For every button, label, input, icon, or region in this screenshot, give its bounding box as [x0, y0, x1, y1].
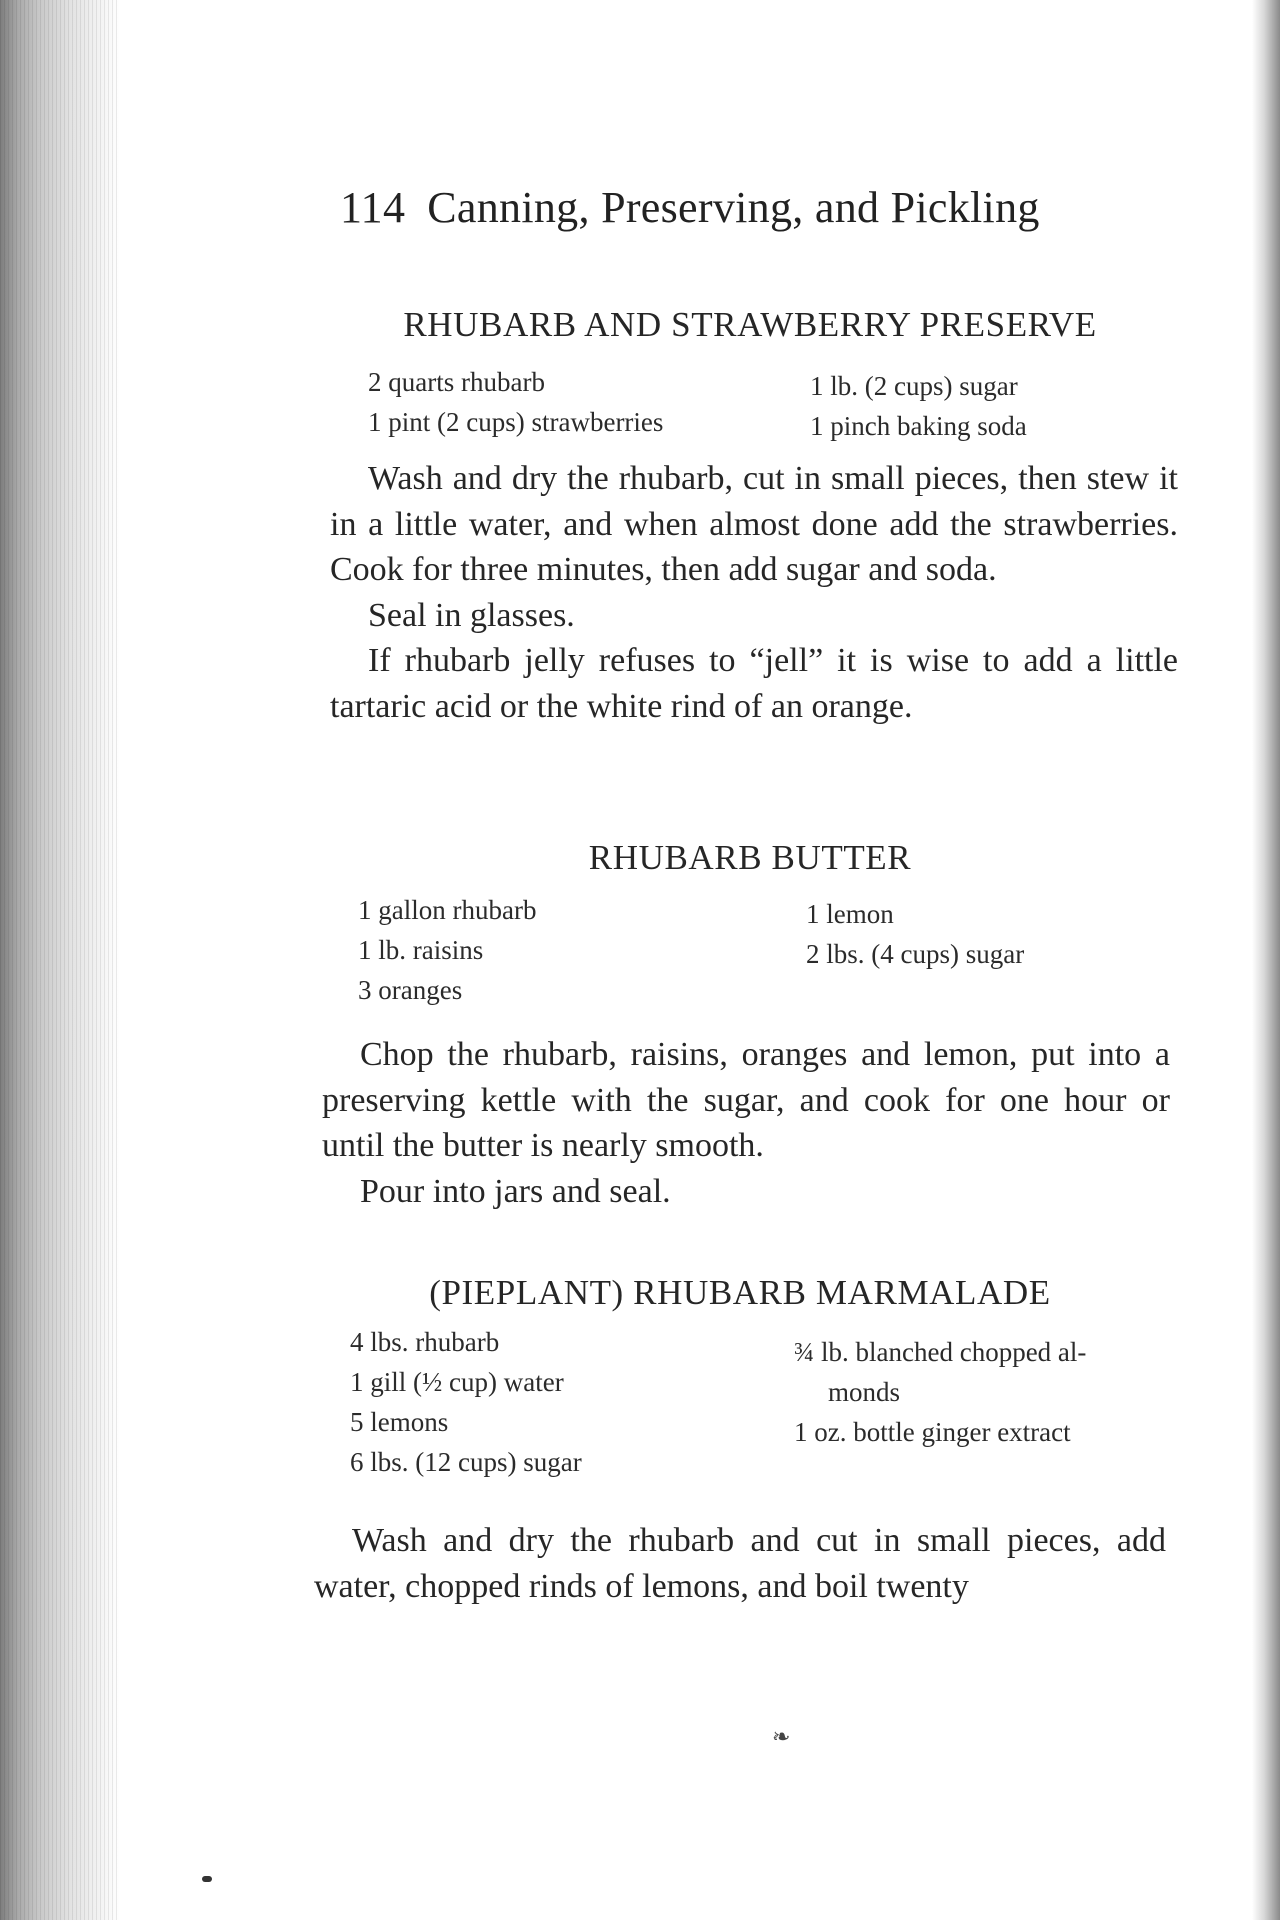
recipe-title: (PIEPLANT) RHUBARB MARMALADE [429, 1273, 1051, 1312]
running-head [340, 182, 1080, 233]
ingredient: 1 oz. bottle ginger extract [794, 1417, 1071, 1447]
paragraph: Seal in glasses. [368, 596, 575, 634]
recipe-title: RHUBARB BUTTER [588, 838, 912, 877]
ingredient-continued: monds [828, 1377, 901, 1407]
book-title: Canning, Preserving, and Pickling [427, 183, 1040, 232]
ingredient: 1 gallon rhubarb [358, 895, 537, 925]
ingredient: 1 lemon [806, 899, 894, 929]
paragraph: Chop the rhubarb, raisins, oranges and lemon, put into a preserving kettle with the sugar, and cook for one hour or until the butter is nearly smooth. [322, 1036, 1170, 1164]
paragraph: If rhubarb jelly refuses to “jell” it is wise to add a little tartaric acid or the white rind of an orange. [330, 642, 1178, 725]
recipe-directions [330, 456, 1178, 729]
ingredients-left [368, 362, 663, 442]
ingredient: 2 lbs. (4 cups) sugar [806, 939, 1025, 969]
paragraph: Wash and dry the rhubarb and cut in small pieces, add water, chopped rinds of lemons, and boil twenty [314, 1522, 1166, 1605]
ingredient: 1 lb. (2 cups) sugar [810, 371, 1018, 401]
ingredient: 1 pinch baking soda [810, 411, 1027, 441]
ingredient: 2 quarts rhubarb [368, 367, 545, 397]
page-number: 114 [340, 183, 406, 232]
ingredients-right [806, 894, 1024, 974]
ingredient: ¾ lb. blanched chopped al- [794, 1337, 1087, 1367]
ingredient: 5 lemons [350, 1407, 449, 1437]
paragraph: Pour into jars and seal. [360, 1172, 671, 1210]
paragraph: Wash and dry the rhubarb, cut in small pieces, then stew it in a little water, and when almost done add the strawberries. Cook for three minutes, then add sugar and soda. [330, 460, 1178, 588]
ingredients-left [350, 1322, 582, 1482]
ingredient: 1 gill (½ cup) water [350, 1367, 564, 1397]
ingredients-right [810, 366, 1027, 446]
recipe-title: RHUBARB AND STRAWBERRY PRESERVE [403, 305, 1097, 344]
recipe-directions [322, 1032, 1170, 1214]
ingredient: 1 pint (2 cups) strawberries [368, 407, 664, 437]
ingredients-right [794, 1332, 1086, 1452]
ingredient: 3 oranges [358, 975, 463, 1005]
ingredients-left [358, 890, 536, 1010]
ingredient: 4 lbs. rhubarb [350, 1327, 500, 1357]
ink-speck [202, 1876, 212, 1882]
ingredient: 6 lbs. (12 cups) sugar [350, 1447, 582, 1477]
ingredient: 1 lb. raisins [358, 935, 484, 965]
printer-ornament: ❧ [772, 1724, 791, 1749]
recipe-directions [314, 1518, 1166, 1609]
